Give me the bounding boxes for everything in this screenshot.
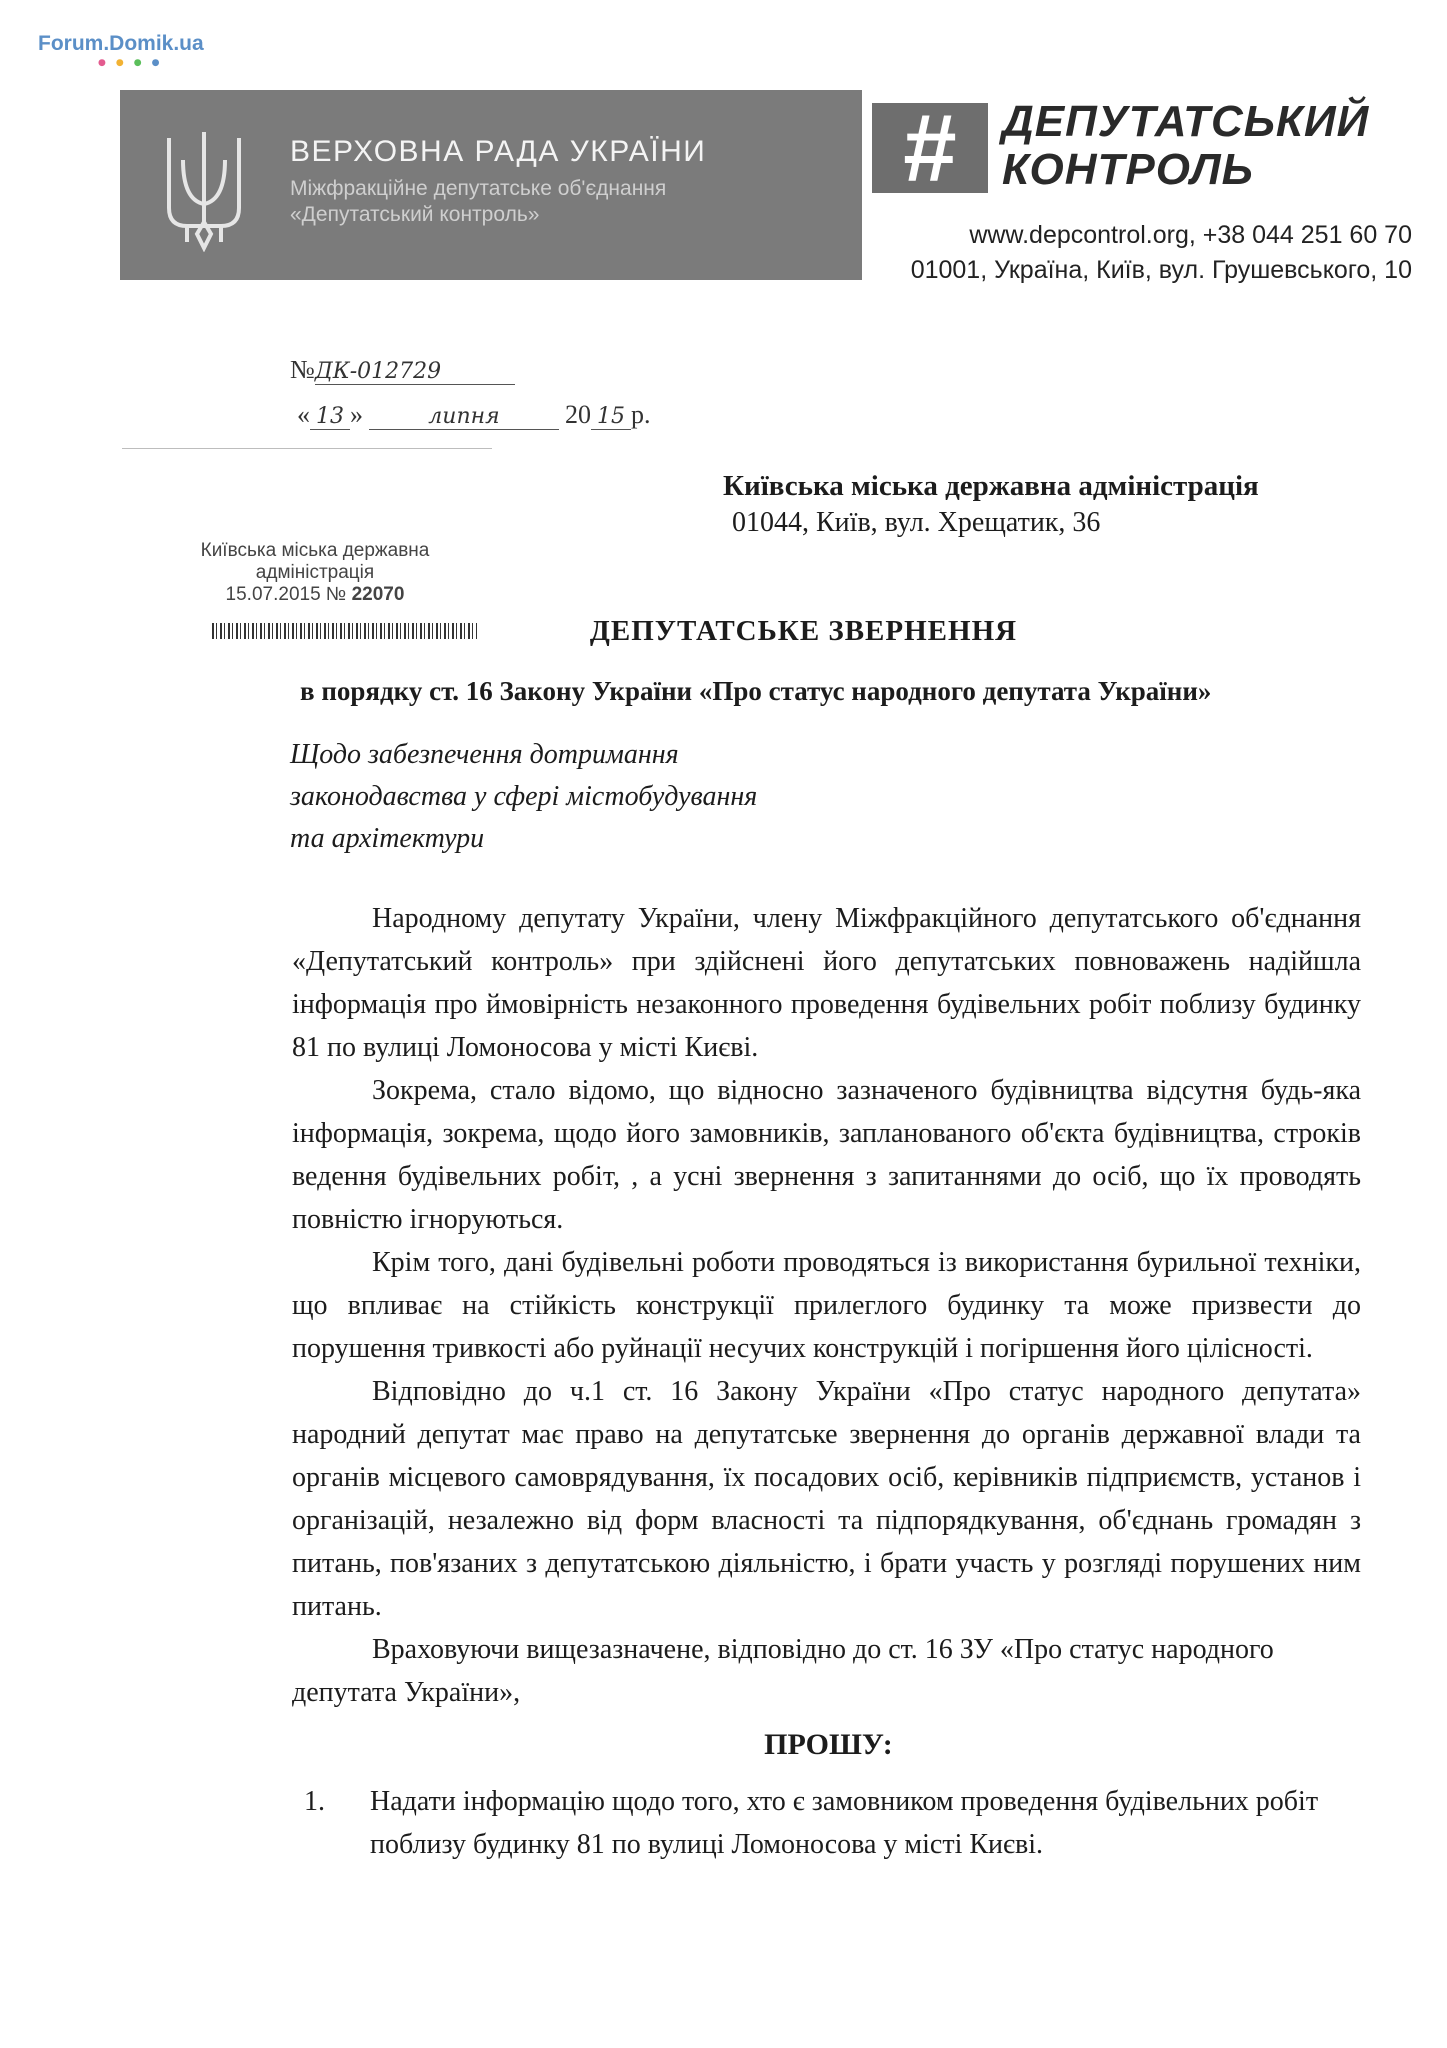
stamp-date: 15.07.2015 [225,584,321,605]
date-day: 13 [310,404,350,430]
org-title: ВЕРХОВНА РАДА УКРАЇНИ [290,135,707,168]
logo-line1: ДЕПУТАТСЬКИЙ [1002,97,1370,146]
watermark-dots: ●●●● [98,58,170,68]
list-item-number: 1. [304,1786,325,1817]
trident-icon [163,130,245,252]
outgoing-number-value: ДК-012729 [315,359,515,385]
list-item [292,1780,1361,1866]
logo-line2: КОНТРОЛЬ [1002,145,1254,194]
incoming-stamp [150,540,480,606]
stamp-reg [150,584,480,606]
addressee-name: Київська міська державна адміністрація [723,470,1259,502]
request-heading: ПРОШУ: [764,1728,893,1761]
addressee-address: 01044, Київ, вул. Хрещатик, 36 [732,507,1101,538]
paragraph: Крім того, дані будівельні роботи проводяться із використання бурильної техніки, що впливає на стійкість конструкції прилеглого будинку та може призвести до порушення тривкості або руйнації несучих конструкцій і погіршення його цілісності. [292,1247,1361,1364]
paragraph: Зокрема, стало відомо, що відносно зазначеного будівництва відсутня будь-яка інформація, зокрема, щодо його замовників, запланованого об'єкта будівництва, строків ведення будівельних робіт, , а усні звернення з запитаннями до осіб, що їх проводять повністю ігноруються. [292,1075,1361,1235]
stamp-number-label: № [325,584,347,605]
contact-address: 01001, Україна, Київ, вул. Грушевського, 10 [910,256,1412,284]
stamp-border-line [122,448,492,449]
list-item-text: Надати інформацію щодо того, хто є замовником проведення будівельних робіт поблизу будинку 81 по вулиці Ломоносова у місті Києві. [370,1786,1319,1860]
stamp-number: 22070 [351,584,405,605]
org-subtitle-line2: «Депутатський контроль» [290,203,540,226]
document-title: ДЕПУТАТСЬКЕ ЗВЕРНЕННЯ [589,615,1018,647]
year-end: р. [631,400,651,429]
year-prefix: 20 [565,400,591,429]
org-subtitle-line1: Міжфракційне депутатське об'єднання [290,177,667,200]
subject-line3: та архітектури [290,823,485,854]
year-suffix: 15 [591,404,631,430]
outgoing-date [297,400,651,430]
logo-text [1002,98,1369,194]
subject-line2: законодавства у сфері містобудування [290,781,758,812]
contacts [845,218,1412,288]
watermark: Forum.Domik.ua [38,32,204,55]
date-month: липня [369,404,559,430]
stamp-line2: адміністрація [255,562,375,583]
document-body [292,897,1361,1714]
paragraph: Народному депутату України, члену Міжфракційного депутатського об'єднання «Депутатський контроль» при здійснені його депутатських повноважень надійшла інформація про ймовірність незаконного проведення будівельних робіт поблизу будинку 81 по вулиці Ломоносова у місті Києві. [292,903,1361,1063]
paragraph: Враховуючи вищезазначене, відповідно до ст. 16 ЗУ «Про статус народного депутата України», [292,1634,1274,1708]
document-subtitle: в порядку ст. 16 Закону України «Про статус народного депутата України» [300,676,1212,706]
org-subtitle [290,176,666,228]
date-close-quote: » [350,400,363,429]
outgoing-number-prefix: № [290,355,315,384]
subject-line1: Щодо забезпечення дотримання [290,739,679,770]
paragraph: Відповідно до ч.1 ст. 16 Закону України «Про статус народного депутата» народний депутат має право на депутатське звернення до органів державної влади та органів місцевого самоврядування, їх посадових осіб, керівників підприємств, установ і організацій, незалежно від форм власності та підпорядкування, об'єднань громадян з питань, пов'язаних з депутатською діяльністю, і брати участь у розгляді порушених ним питань. [292,1376,1361,1622]
outgoing-number [290,355,515,385]
contact-web-phone: www.depcontrol.org, +38 044 251 60 70 [969,221,1412,249]
stamp-line1: Київська міська державна [200,540,430,561]
date-open-quote: « [297,400,310,429]
hash-logo-icon: # [872,103,988,193]
document-subject [290,734,757,860]
